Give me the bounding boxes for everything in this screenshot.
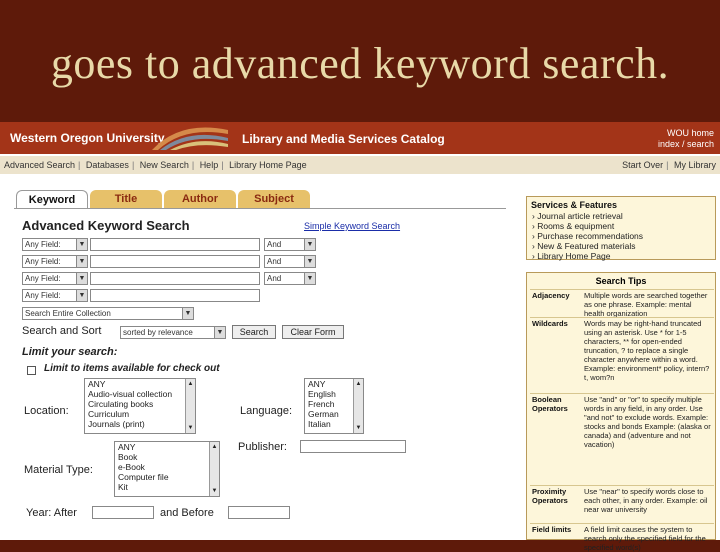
list-item[interactable]: e-Book: [118, 462, 145, 472]
search-input-4[interactable]: [90, 289, 260, 302]
year-before-label: and Before: [160, 507, 214, 519]
collection-select[interactable]: Search Entire Collection ▼: [22, 307, 194, 320]
catalog-title: Library and Media Services Catalog: [242, 132, 445, 146]
nav-start-over[interactable]: Start Over: [622, 160, 664, 170]
nav-library-home[interactable]: Library Home Page: [229, 160, 307, 170]
index-search-link[interactable]: index / search: [657, 139, 714, 149]
year-before-input[interactable]: [228, 506, 290, 519]
field-select-4[interactable]: Any Field: ▼: [22, 289, 88, 302]
services-item[interactable]: › Journal article retrieval: [532, 211, 623, 221]
tip-term: Proximity Operators: [532, 487, 568, 505]
slide-title: goes to advanced keyword search.: [50, 39, 670, 88]
tip-row: [530, 289, 714, 318]
language-label: Language:: [240, 405, 292, 417]
list-item[interactable]: ANY: [118, 442, 136, 452]
chevron-down-icon: ▼: [304, 239, 315, 250]
bool-select-3[interactable]: And ▼: [264, 272, 316, 285]
nav-advanced-search[interactable]: Advanced Search: [4, 160, 76, 170]
page-title: Advanced Keyword Search: [22, 218, 190, 233]
catalog-screenshot: [0, 122, 720, 552]
tab-author[interactable]: Author: [164, 190, 236, 208]
search-input-2[interactable]: [90, 255, 260, 268]
chevron-down-icon: ▼: [304, 273, 315, 284]
list-item[interactable]: Book: [118, 452, 138, 462]
tip-term: Adjacency: [532, 291, 570, 300]
services-item[interactable]: › New & Featured materials: [532, 241, 636, 251]
tab-subject[interactable]: Subject: [238, 190, 310, 208]
limit-checkout-checkbox[interactable]: [27, 366, 36, 375]
tip-term: Boolean Operators: [532, 395, 568, 413]
year-after-input[interactable]: [92, 506, 154, 519]
sort-label: Search and Sort: [22, 325, 102, 337]
tip-text: A field limit causes the system to search only the specified field for the specified word(s): [584, 525, 706, 552]
language-listbox[interactable]: [304, 378, 364, 434]
tip-row: [530, 523, 714, 552]
list-item[interactable]: Computer file: [118, 472, 169, 482]
scrollbar[interactable]: ▲ ▼: [185, 379, 195, 433]
sort-select[interactable]: sorted by relevance ▼: [120, 326, 226, 339]
services-item[interactable]: › Library Home Page: [532, 251, 611, 261]
services-box: [526, 196, 716, 260]
year-after-label: Year: After: [26, 507, 77, 519]
publisher-input[interactable]: [300, 440, 406, 453]
nav-left: Advanced Search | Databases | New Search | Help | Library Home Page: [4, 160, 307, 170]
bool-select-1[interactable]: And ▼: [264, 238, 316, 251]
nav-my-library[interactable]: My Library: [673, 160, 716, 170]
scrollbar[interactable]: ▲ ▼: [209, 442, 219, 496]
swoosh-decoration-icon: [150, 124, 230, 152]
wou-home-link[interactable]: WOU home: [666, 128, 714, 138]
scrollbar[interactable]: ▲ ▼: [353, 379, 363, 433]
list-item[interactable]: English: [308, 389, 336, 399]
limit-checkout-label: Limit to items available for check out: [44, 363, 220, 374]
header-banner: [0, 122, 720, 154]
services-title: Services & Features: [531, 200, 618, 210]
nav-bar: [0, 156, 720, 174]
tip-row: [530, 317, 714, 391]
list-item[interactable]: Audio-visual collection: [88, 389, 173, 399]
tab-keyword[interactable]: Keyword: [16, 190, 88, 208]
tab-title[interactable]: Title: [90, 190, 162, 208]
tip-row: [530, 485, 714, 521]
search-input-3[interactable]: [90, 272, 260, 285]
location-listbox[interactable]: [84, 378, 196, 434]
list-item[interactable]: Journals (print): [88, 419, 145, 429]
tip-text: Use "and" or "or" to specify multiple words in any field, in any order. Use "and not" to exclude words. Example: stocks and bonds Example: (alaska or canada) and (adventure and not vacation): [584, 395, 711, 449]
chevron-down-icon: ▼: [76, 256, 87, 267]
list-item[interactable]: Curriculum: [88, 409, 130, 419]
list-item[interactable]: Italian: [308, 419, 331, 429]
tip-term: Wildcards: [532, 319, 568, 328]
nav-help[interactable]: Help: [199, 160, 219, 170]
list-item[interactable]: ANY: [88, 379, 106, 389]
search-form: [14, 208, 506, 540]
nav-new-search[interactable]: New Search: [139, 160, 189, 170]
services-item[interactable]: › Rooms & equipment: [532, 221, 615, 231]
list-item[interactable]: Kit: [118, 482, 128, 492]
tip-text: Multiple words are searched together as one phrase. Example: mental health organization: [584, 291, 708, 318]
chevron-down-icon: ▼: [76, 239, 87, 250]
search-tips-title: Search Tips: [595, 276, 647, 286]
search-input-1[interactable]: [90, 238, 260, 251]
bool-select-2[interactable]: And ▼: [264, 255, 316, 268]
chevron-down-icon: ▼: [214, 327, 225, 338]
material-type-listbox[interactable]: [114, 441, 220, 497]
list-item[interactable]: Circulating books: [88, 399, 154, 409]
services-item[interactable]: › Purchase recommendations: [532, 231, 644, 241]
tip-row: [530, 393, 714, 483]
publisher-label: Publisher:: [238, 441, 287, 453]
chevron-down-icon: ▼: [76, 290, 87, 301]
clear-form-button[interactable]: Clear Form: [282, 325, 344, 339]
tip-term: Field limits: [532, 525, 572, 534]
nav-databases[interactable]: Databases: [85, 160, 129, 170]
limit-heading: Limit your search:: [22, 346, 118, 358]
tip-text: Use "near" to specify words close to each other, in any order. Example: oil near war university: [584, 487, 708, 514]
simple-search-link[interactable]: Simple Keyword Search: [304, 221, 401, 231]
field-select-2[interactable]: Any Field: ▼: [22, 255, 88, 268]
list-item[interactable]: German: [308, 409, 339, 419]
chevron-down-icon: ▼: [182, 308, 193, 319]
list-item[interactable]: ANY: [308, 379, 326, 389]
top-links: [658, 128, 714, 150]
chevron-down-icon: ▼: [76, 273, 87, 284]
search-button[interactable]: Search: [232, 325, 276, 339]
list-item[interactable]: French: [308, 399, 335, 409]
location-label: Location:: [24, 405, 69, 417]
tip-text: Words may be right-hand truncated using an asterisk. Use * for 1-5 characters, ** for open-ended truncation, ? to replace a single character anywhere within a word. Example: environment* policy, intern?t, wom?n: [584, 319, 710, 382]
material-type-label: Material Type:: [24, 464, 93, 476]
chevron-down-icon: ▼: [304, 256, 315, 267]
nav-right: Start Over | My Library: [622, 160, 716, 170]
search-tips-box: [526, 272, 716, 552]
university-logo[interactable]: Western Oregon University: [10, 131, 165, 145]
field-select-3[interactable]: Any Field: ▼: [22, 272, 88, 285]
field-select-1[interactable]: Any Field: ▼: [22, 238, 88, 251]
